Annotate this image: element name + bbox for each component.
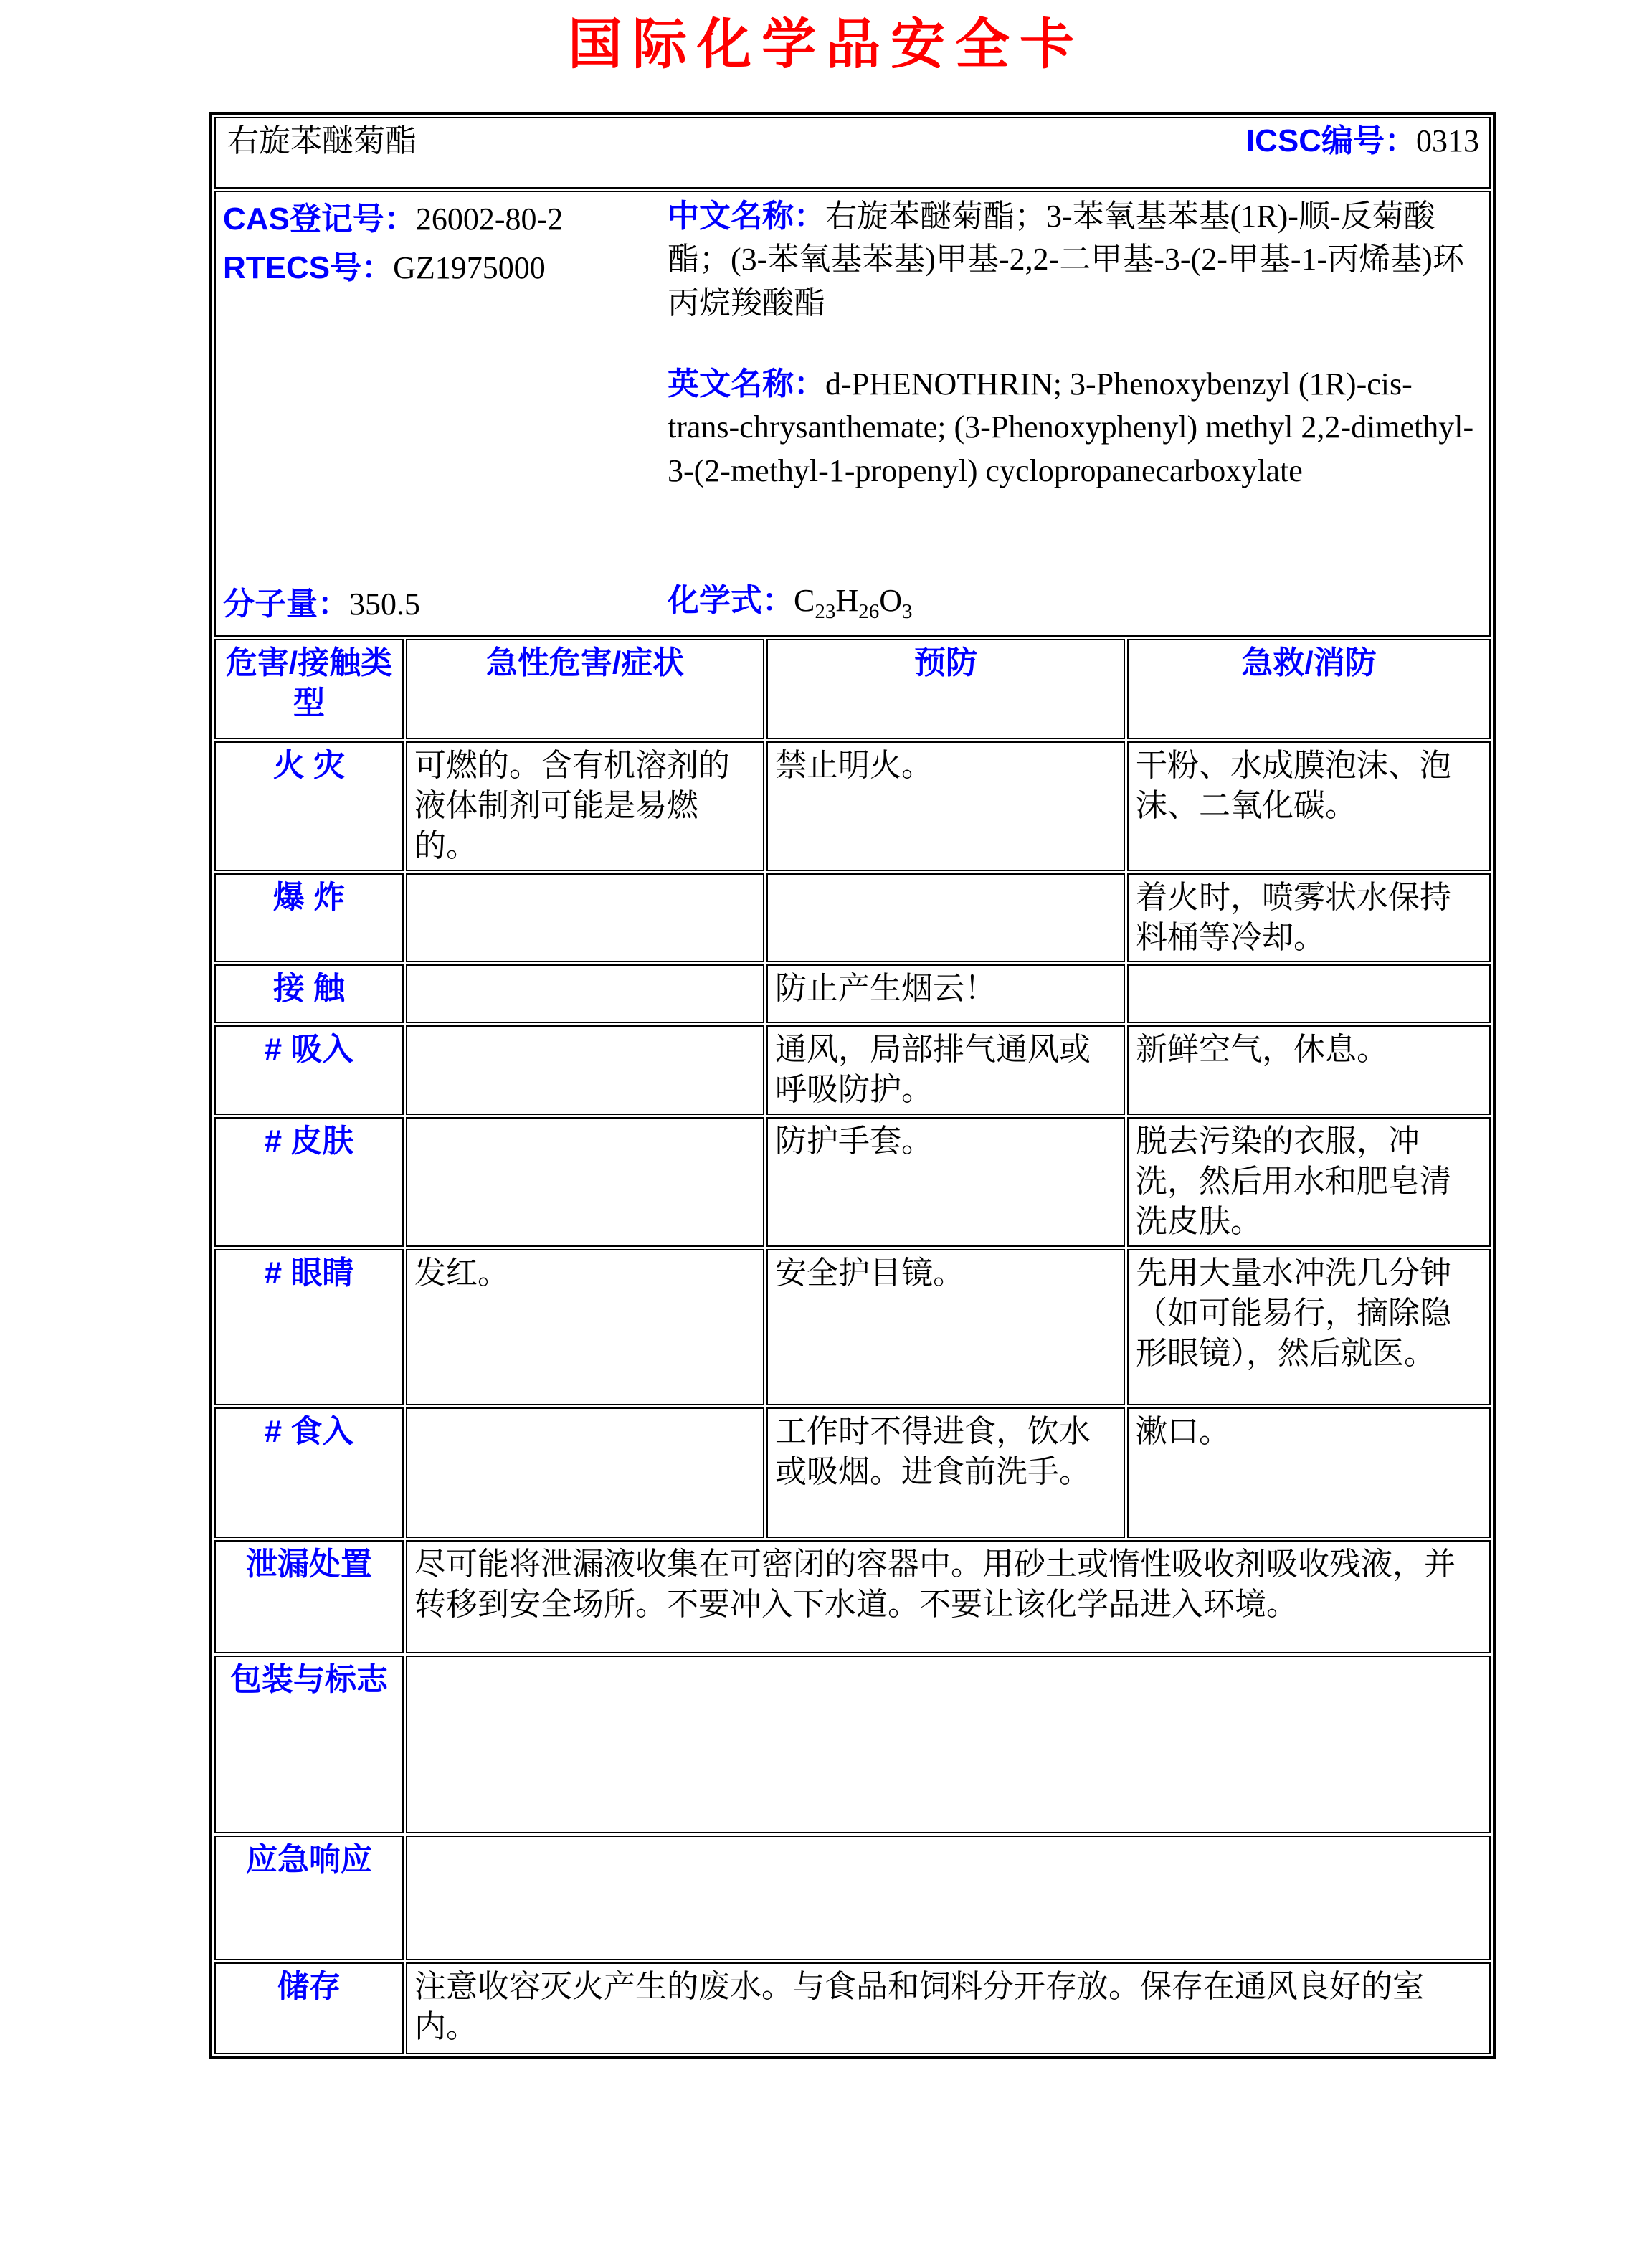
hazard-row-label: # 吸入 (214, 1025, 404, 1115)
table-header-row (214, 639, 1491, 739)
hazard-row-label: # 皮肤 (214, 1117, 404, 1247)
prevention-cell: 工作时不得进食，饮水或吸烟。进食前洗手。 (766, 1407, 1125, 1538)
response-cell: 着火时，喷雾状水保持料桶等冷却。 (1127, 873, 1491, 963)
icsc-label: ICSC编号： (1245, 123, 1416, 158)
cas-value: 26002-80-2 (415, 201, 564, 237)
hazard-row-label: # 食入 (214, 1407, 404, 1538)
english-name-text: d-PHENOTHRIN; 3-Phenoxybenzyl (1R)-cis-trans-chrysanthemate; (3-Phenoxyphenyl) methyl 2,2-dimethyl-3-(2-methyl-1-propenyl) cyclopropanecarboxylate (668, 366, 1474, 489)
section-label: 储存 (214, 1962, 404, 2054)
cas-field (223, 195, 668, 244)
chinese-name-label: 中文名称： (668, 198, 825, 234)
section-content (406, 1656, 1491, 1833)
table-row-explosion (214, 873, 1491, 963)
chinese-name-text: 右旋苯醚菊酯；3-苯氧基苯基(1R)-顺-反菊酸酯；(3-苯氧基苯基)甲基-2,2-二甲基-3-(2-甲基-1-丙烯基)环丙烷羧酸酯 (668, 198, 1464, 321)
response-cell: 脱去污染的衣服，冲洗，然后用水和肥皂清洗皮肤。 (1127, 1117, 1491, 1247)
response-cell: 漱口。 (1127, 1407, 1491, 1538)
english-name-label: 英文名称： (668, 366, 825, 402)
table-row-spill-disposal (214, 1540, 1491, 1653)
table-row-fire (214, 741, 1491, 871)
rtecs-field (223, 244, 668, 293)
response-cell: 干粉、水成膜泡沫、泡沫、二氧化碳。 (1127, 741, 1491, 871)
rtecs-value: GZ1975000 (393, 250, 546, 285)
column-header-hazard-type: 危害/接触类型 (214, 639, 404, 739)
safety-card-table (209, 112, 1496, 2059)
prevention-cell: 安全护目镜。 (766, 1249, 1125, 1405)
section-label: 包装与标志 (214, 1656, 404, 1833)
chinese-name-paragraph (668, 195, 1482, 326)
symptoms-cell (406, 873, 764, 963)
icsc-number-field (1246, 121, 1482, 161)
symptoms-cell (406, 964, 764, 1023)
table-row-inhalation (214, 1025, 1491, 1115)
section-label: 应急响应 (214, 1836, 404, 1960)
english-name-paragraph (668, 363, 1482, 493)
section-content (406, 1836, 1491, 1960)
formula-field (668, 581, 1482, 632)
column-header-symptoms: 急性危害/症状 (406, 639, 764, 739)
symptoms-cell (406, 1025, 764, 1115)
table-row-storage (214, 1962, 1491, 2054)
icsc-number: 0313 (1416, 123, 1479, 158)
cas-label: CAS登记号： (223, 201, 416, 237)
identity-right-column (668, 195, 1482, 632)
response-cell (1127, 964, 1491, 1023)
response-cell: 先用大量水冲洗几分钟（如可能易行，摘除隐形眼镜），然后就医。 (1127, 1249, 1491, 1405)
section-content: 注意收容灭火产生的废水。与食品和饲料分开存放。保存在通风良好的室内。 (406, 1962, 1491, 2054)
table-row (214, 191, 1491, 637)
rtecs-label: RTECS号： (223, 250, 394, 285)
table-row-emergency-response (214, 1836, 1491, 1960)
hazard-row-label: 火 灾 (214, 741, 404, 871)
table-row-skin (214, 1117, 1491, 1247)
molecular-weight-value: 350.5 (349, 587, 420, 622)
hazard-row-label: 接 触 (214, 964, 404, 1023)
prevention-cell: 禁止明火。 (766, 741, 1125, 871)
page-title: 国际化学品安全卡 (568, 15, 1084, 75)
symptoms-cell: 发红。 (406, 1249, 764, 1405)
table-row (214, 117, 1491, 189)
molecular-weight-label: 分子量： (223, 587, 349, 622)
symptoms-cell (406, 1407, 764, 1538)
substance-name: 右旋苯醚菊酯 (227, 123, 417, 158)
column-header-prevention: 预防 (766, 639, 1125, 739)
hazard-row-label: 爆 炸 (214, 873, 404, 963)
symptoms-cell (406, 1117, 764, 1247)
prevention-cell (766, 873, 1125, 963)
table-row-eyes (214, 1249, 1491, 1405)
symptoms-cell: 可燃的。含有机溶剂的液体制剂可能是易燃的。 (406, 741, 764, 871)
table-row-packaging-labelling (214, 1656, 1491, 1833)
hazard-row-label: # 眼睛 (214, 1249, 404, 1405)
prevention-cell: 防止产生烟云！ (766, 964, 1125, 1023)
formula-value: $C_{23}H_{26}O_3$ (794, 582, 913, 623)
formula-label: 化学式： (668, 582, 794, 618)
section-label: 泄漏处置 (214, 1540, 404, 1653)
molecular-weight-field (223, 584, 668, 632)
table-row-ingestion (214, 1407, 1491, 1538)
section-content: 尽可能将泄漏液收集在可密闭的容器中。用砂土或惰性吸收剂吸收残液，并转移到安全场所。不要冲入下水道。不要让该化学品进入环境。 (406, 1540, 1491, 1653)
prevention-cell: 通风，局部排气通风或呼吸防护。 (766, 1025, 1125, 1115)
table-row-contact (214, 964, 1491, 1023)
identity-left-column (223, 195, 668, 632)
response-cell: 新鲜空气，休息。 (1127, 1025, 1491, 1115)
column-header-response: 急救/消防 (1127, 639, 1491, 739)
prevention-cell: 防护手套。 (766, 1117, 1125, 1247)
